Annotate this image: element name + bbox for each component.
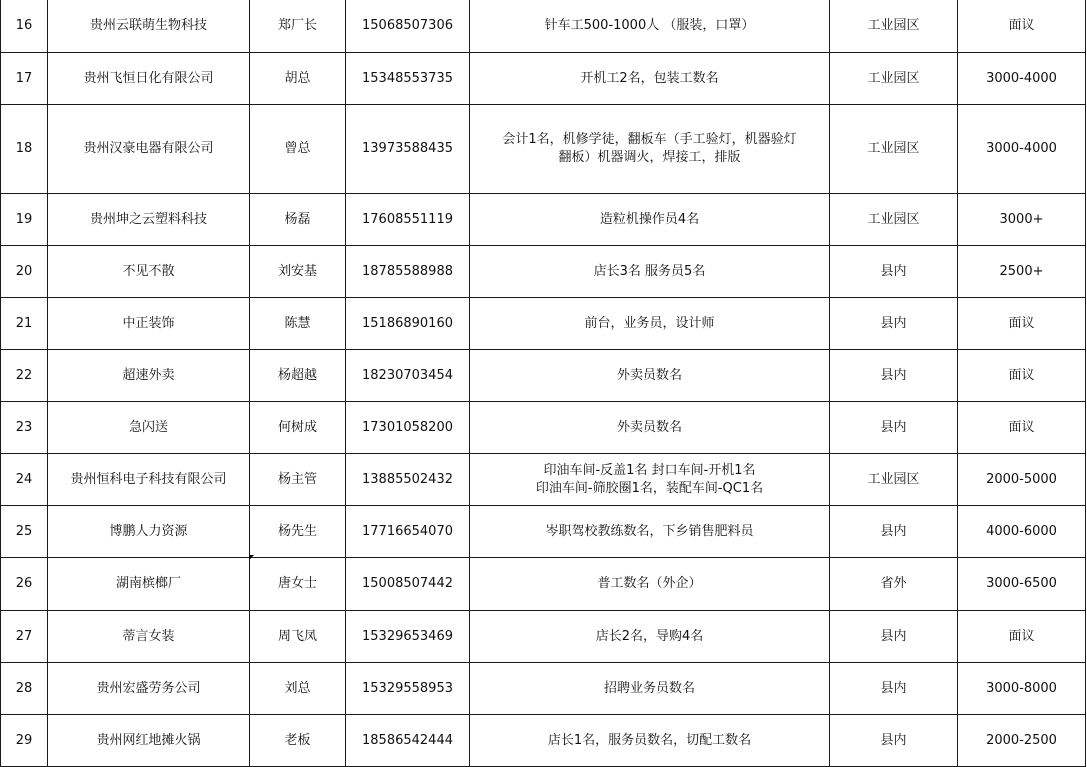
job-line: 针车工500-1000人 （服装，口罩） xyxy=(544,17,755,33)
company-name: 湖南槟榔厂 xyxy=(48,558,250,611)
contact-person: 周飞凤 xyxy=(250,611,346,663)
phone-number: 18785588988 xyxy=(346,246,470,298)
company-name: 贵州坤之云塑料科技 xyxy=(48,194,250,246)
work-location: 县内 xyxy=(830,611,958,663)
table-row xyxy=(1,53,1086,105)
salary: 3000-8000 xyxy=(958,663,1086,715)
job-line: 外卖员数名 xyxy=(616,367,682,383)
job-line: 店长3名 服务员5名 xyxy=(593,263,706,279)
company-name: 贵州网红地摊火锅 xyxy=(48,715,250,767)
job-line: 前台，业务员，设计师 xyxy=(584,315,715,331)
contact-person: 刘总 xyxy=(250,663,346,715)
job-line: 招聘业务员数名 xyxy=(603,680,695,696)
work-location: 县内 xyxy=(830,246,958,298)
company-name: 不见不散 xyxy=(48,246,250,298)
job-positions xyxy=(470,663,830,715)
table-row xyxy=(1,611,1086,663)
work-location: 工业园区 xyxy=(830,0,958,53)
company-name: 贵州恒科电子科技有限公司 xyxy=(48,454,250,506)
company-name: 博鹏人力资源 xyxy=(48,506,250,558)
work-location: 县内 xyxy=(830,350,958,402)
phone-number: 15008507442 xyxy=(346,558,470,611)
table-row xyxy=(1,246,1086,298)
company-name: 贵州汉豪电器有限公司 xyxy=(48,105,250,194)
job-positions xyxy=(470,558,830,611)
row-number: 16 xyxy=(1,0,48,53)
salary: 面议 xyxy=(958,350,1086,402)
job-positions xyxy=(470,350,830,402)
job-positions xyxy=(470,506,830,558)
salary: 3000-4000 xyxy=(958,53,1086,105)
table-body xyxy=(1,0,1086,767)
salary: 2000-5000 xyxy=(958,454,1086,506)
work-location: 省外 xyxy=(830,558,958,611)
contact-person: 何树成 xyxy=(250,402,346,454)
contact-person: 曾总 xyxy=(250,105,346,194)
work-location: 工业园区 xyxy=(830,194,958,246)
job-line: 印油车间-反盖1名 封口车间-开机1名 xyxy=(543,462,756,478)
phone-number: 13973588435 xyxy=(346,105,470,194)
salary: 面议 xyxy=(958,402,1086,454)
job-line: 会计1名，机修学徒，翻板车（手工验灯，机器验灯 xyxy=(502,132,797,147)
job-line: 店长2名，导购4名 xyxy=(595,628,704,644)
row-number: 21 xyxy=(1,298,48,350)
phone-number: 17301058200 xyxy=(346,402,470,454)
work-location: 工业园区 xyxy=(830,454,958,506)
salary: 3000-6500 xyxy=(958,558,1086,611)
table-row xyxy=(1,663,1086,715)
table-row xyxy=(1,402,1086,454)
contact-person: 杨磊 xyxy=(250,194,346,246)
job-positions xyxy=(470,105,830,194)
work-location: 县内 xyxy=(830,298,958,350)
row-number: 24 xyxy=(1,454,48,506)
job-line: 店长1名，服务员数名，切配工数名 xyxy=(547,732,752,748)
job-line: 外卖员数名 xyxy=(616,419,682,435)
row-number: 19 xyxy=(1,194,48,246)
salary: 面议 xyxy=(958,298,1086,350)
row-number: 25 xyxy=(1,506,48,558)
table-row xyxy=(1,298,1086,350)
phone-number: 17716654070 xyxy=(346,506,470,558)
company-name: 贵州飞恒日化有限公司 xyxy=(48,53,250,105)
work-location: 工业园区 xyxy=(830,53,958,105)
job-line: 开机工2名，包装工数名 xyxy=(580,70,719,86)
phone-number: 18230703454 xyxy=(346,350,470,402)
table-row xyxy=(1,105,1086,194)
contact-person: 杨超越 xyxy=(250,350,346,402)
contact-person: 老板 xyxy=(250,715,346,767)
job-positions xyxy=(470,298,830,350)
phone-number: 15068507306 xyxy=(346,0,470,53)
work-location: 县内 xyxy=(830,663,958,715)
row-number: 22 xyxy=(1,350,48,402)
job-line: 岑职驾校教练数名，下乡销售肥料员 xyxy=(545,523,754,539)
row-number: 27 xyxy=(1,611,48,663)
contact-person: 陈慧 xyxy=(250,298,346,350)
contact-person: 唐女士 xyxy=(250,558,346,611)
contact-person: 胡总 xyxy=(250,53,346,105)
job-line: 造粒机操作员4名 xyxy=(599,211,700,227)
work-location: 县内 xyxy=(830,402,958,454)
row-number: 18 xyxy=(1,105,48,194)
job-positions xyxy=(470,246,830,298)
table-row xyxy=(1,506,1086,558)
company-name: 蒂言女装 xyxy=(48,611,250,663)
salary: 3000+ xyxy=(958,194,1086,246)
table-row xyxy=(1,350,1086,402)
company-name: 急闪送 xyxy=(48,402,250,454)
phone-number: 15329653469 xyxy=(346,611,470,663)
phone-number: 13885502432 xyxy=(346,454,470,506)
job-positions xyxy=(470,194,830,246)
row-number: 23 xyxy=(1,402,48,454)
company-name: 贵州云联萌生物科技 xyxy=(48,0,250,53)
phone-number: 15329558953 xyxy=(346,663,470,715)
company-name: 中正装饰 xyxy=(48,298,250,350)
work-location: 工业园区 xyxy=(830,105,958,194)
row-number: 20 xyxy=(1,246,48,298)
row-number: 26 xyxy=(1,558,48,611)
table-row xyxy=(1,558,1086,611)
phone-number: 18586542444 xyxy=(346,715,470,767)
company-name: 贵州宏盛劳务公司 xyxy=(48,663,250,715)
phone-number: 17608551119 xyxy=(346,194,470,246)
job-line: 普工数名（外企） xyxy=(597,576,702,591)
salary: 2000-2500 xyxy=(958,715,1086,767)
salary: 面议 xyxy=(958,611,1086,663)
salary: 2500+ xyxy=(958,246,1086,298)
cell-corner-marker xyxy=(249,555,254,560)
table-row xyxy=(1,715,1086,767)
row-number: 29 xyxy=(1,715,48,767)
job-positions xyxy=(470,0,830,53)
job-positions xyxy=(470,402,830,454)
work-location: 县内 xyxy=(830,506,958,558)
job-positions xyxy=(470,53,830,105)
job-line: 翻板）机器调火，焊接工，排版 xyxy=(558,150,741,165)
table-row xyxy=(1,194,1086,246)
contact-person: 杨先生 xyxy=(250,506,346,558)
company-name: 超速外卖 xyxy=(48,350,250,402)
contact-person: 刘安基 xyxy=(250,246,346,298)
job-positions xyxy=(470,454,830,506)
job-positions xyxy=(470,715,830,767)
salary: 3000-4000 xyxy=(958,105,1086,194)
table-row xyxy=(1,0,1086,53)
phone-number: 15348553735 xyxy=(346,53,470,105)
job-line: 印油车间-筛胶圈1名，装配车间-QC1名 xyxy=(535,480,764,496)
row-number: 17 xyxy=(1,53,48,105)
row-number: 28 xyxy=(1,663,48,715)
contact-person: 杨主管 xyxy=(250,454,346,506)
salary: 4000-6000 xyxy=(958,506,1086,558)
table-row xyxy=(1,454,1086,506)
job-positions xyxy=(470,611,830,663)
phone-number: 15186890160 xyxy=(346,298,470,350)
work-location: 县内 xyxy=(830,715,958,767)
salary: 面议 xyxy=(958,0,1086,53)
contact-person: 郑厂长 xyxy=(250,0,346,53)
